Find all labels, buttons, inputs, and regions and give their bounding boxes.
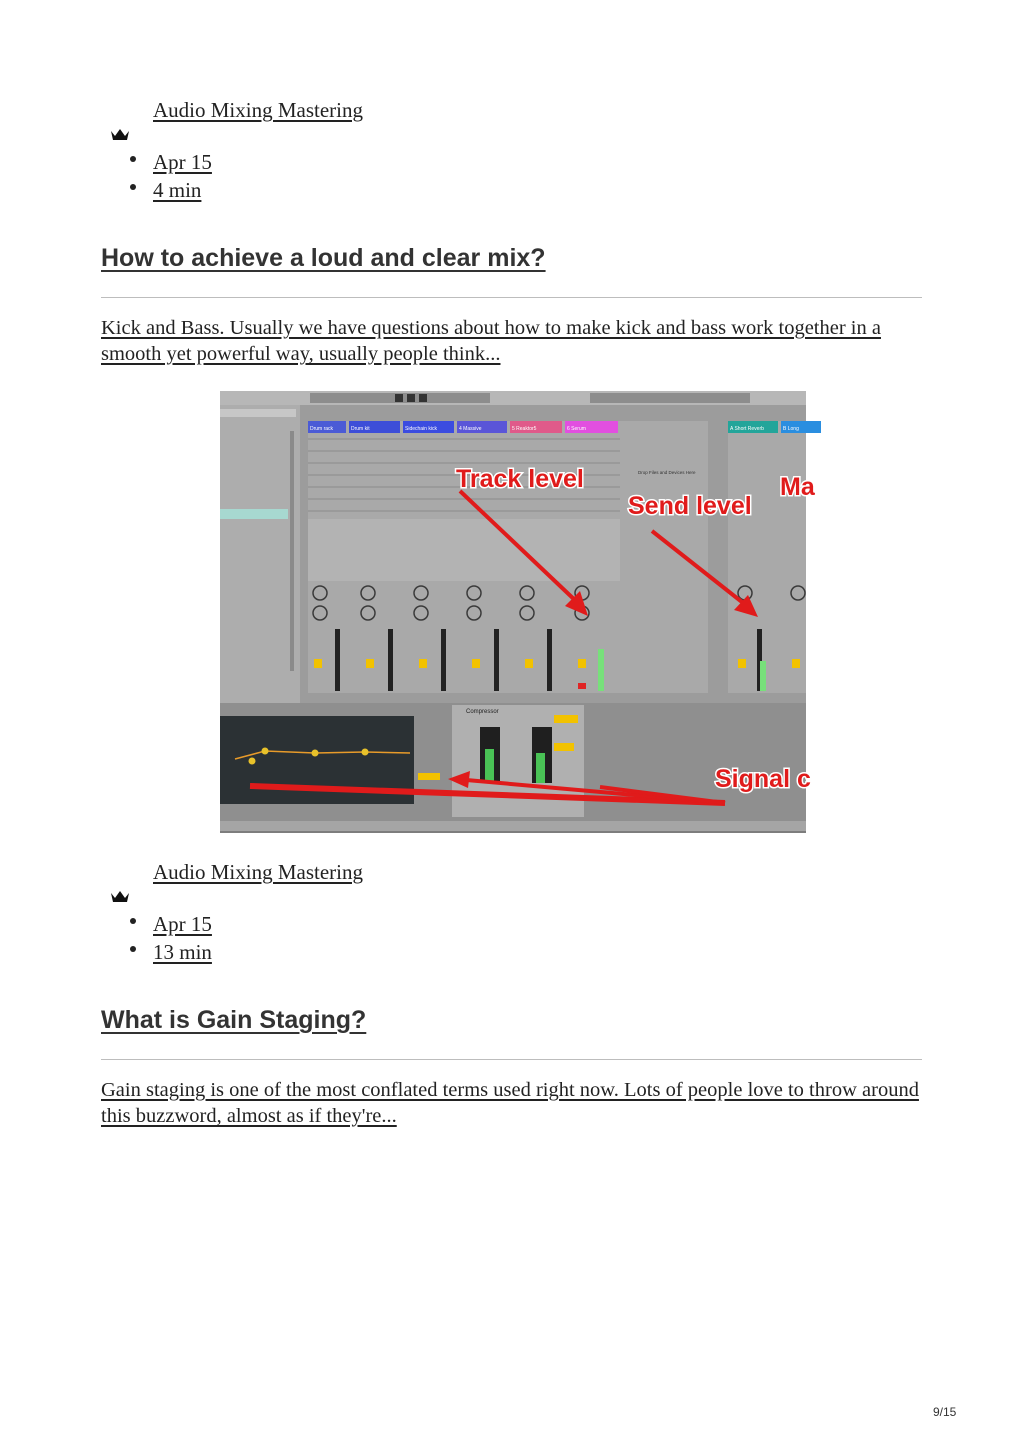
- track-name: Drum rack: [310, 426, 334, 432]
- post-title[interactable]: What is Gain Staging?: [101, 1006, 367, 1034]
- track-level-label: Track level: [456, 465, 584, 493]
- track-name: 4 Massive: [459, 426, 482, 432]
- divider: [101, 297, 922, 298]
- track-name: 6 Serum: [567, 426, 586, 432]
- bullet-icon: [130, 946, 136, 952]
- post-date[interactable]: Apr 15: [153, 150, 212, 174]
- master-label: Ma: [780, 473, 815, 501]
- track-name: A Short Reverb: [730, 426, 764, 432]
- post-read-time[interactable]: 13 min: [153, 940, 212, 964]
- bullet-icon: [130, 184, 136, 190]
- track-name: Drum kit: [351, 426, 370, 432]
- post-excerpt[interactable]: Kick and Bass. Usually we have questions about how to make kick and bass work together in a smooth yet powerful way, usually people think...: [101, 317, 881, 365]
- post-category-link[interactable]: Audio Mixing Mastering: [153, 98, 363, 122]
- track-name: B Long: [783, 426, 799, 432]
- post-title[interactable]: How to achieve a loud and clear mix?: [101, 244, 546, 272]
- signal-label: Signal c: [715, 765, 811, 793]
- crown-icon: [110, 890, 130, 904]
- device-name-label: Compressor: [466, 709, 499, 715]
- post-read-time[interactable]: 4 min: [153, 178, 202, 202]
- post-excerpt[interactable]: Gain staging is one of the most conflated terms used right now. Lots of people love to throw around this buzzword, almost as if they're...: [101, 1079, 919, 1127]
- post-date[interactable]: Apr 15: [153, 912, 212, 936]
- crown-icon: [110, 128, 130, 142]
- post-category-link[interactable]: Audio Mixing Mastering: [153, 860, 363, 884]
- post-thumbnail[interactable]: [220, 391, 815, 833]
- bullet-icon: [130, 918, 136, 924]
- page-number: 9/15: [933, 1405, 957, 1419]
- send-level-label: Send level: [628, 492, 752, 520]
- track-name: Sidechain kick: [405, 426, 437, 432]
- track-name: 5 Reaktor5: [512, 426, 537, 432]
- bullet-icon: [130, 156, 136, 162]
- drop-hint: Drop Files and Devices Here: [638, 470, 696, 475]
- divider: [101, 1059, 922, 1060]
